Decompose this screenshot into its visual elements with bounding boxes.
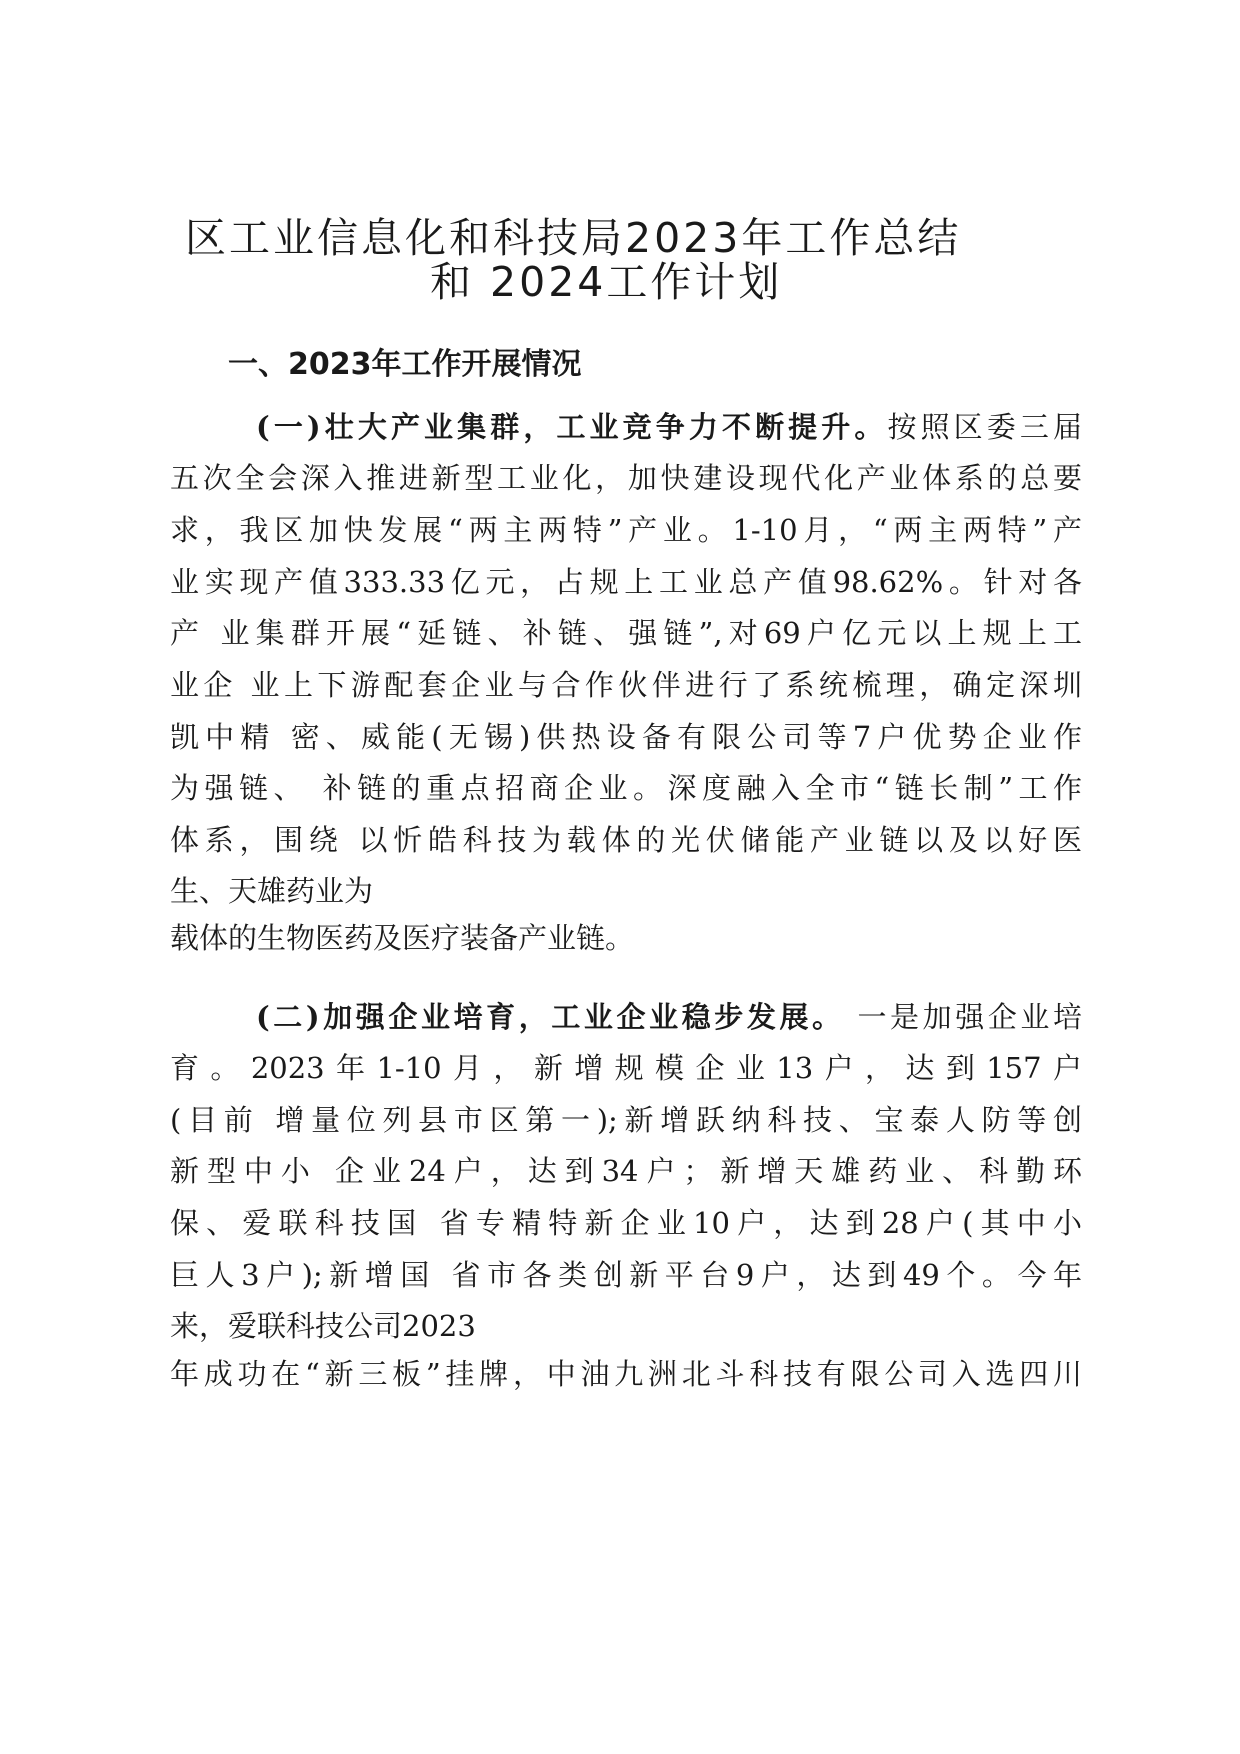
document-title-line-1: 区工业信息化和科技局2023年工作总结: [185, 214, 962, 262]
paragraph-2-line: 来，爱联科技公司2023: [170, 1309, 476, 1343]
paragraph-1-lead: (一)壮大产业集群，工业竞争力不断提升。: [256, 410, 888, 444]
paragraph-1-line: 凯中精 密、威能(无锡)供热设备有限公司等7户优势企业作: [170, 720, 1082, 754]
paragraph-1-line-1: [256, 410, 1082, 444]
paragraph-2-line: (目前 增量位列县市区第一);新增跃纳科技、宝泰人防等创: [170, 1103, 1082, 1137]
paragraph-2-lead: (二)加强企业培育，工业企业稳步发展。: [256, 1000, 845, 1034]
paragraph-1-line: 五次全会深入推进新型工业化，加快建设现代化产业体系的总要: [170, 461, 1082, 495]
paragraph-1-line: 求，我区加快发展“两主两特”产业。1-10月，“两主两特”产: [170, 513, 1082, 547]
paragraph-1-line: 业实现产值333.33亿元，占规上工业总产值98.62%。针对各: [170, 565, 1082, 599]
paragraph-1-line: 业企 业上下游配套企业与合作伙伴进行了系统梳理，确定深圳: [170, 668, 1082, 702]
paragraph-1-line: 产 业集群开展“延链、补链、强链”,对69户亿元以上规上工: [170, 616, 1082, 650]
paragraph-1-line: 生、天雄药业为: [170, 874, 374, 908]
paragraph-2-lead-rest: 一是加强企业培: [844, 1000, 1083, 1034]
paragraph-1-line: 载体的生物医药及医疗装备产业链。: [170, 921, 635, 955]
document-title-line-2: 和 2024工作计划: [430, 258, 783, 306]
paragraph-1-lead-rest: 按照区委三届: [887, 410, 1082, 444]
paragraph-2-line: 育。2023年1-10月，新增规模企业13户，达到157户: [170, 1051, 1082, 1085]
paragraph-2-line: 巨人3户);新增国 省市各类创新平台9户，达到49个。今年: [170, 1258, 1082, 1292]
paragraph-2-line: 年成功在“新三板”挂牌，中油九洲北斗科技有限公司入选四川: [170, 1357, 1082, 1391]
paragraph-2-line-1: [256, 1000, 1083, 1034]
paragraph-1-line: 体系，围绕 以忻皓科技为载体的光伏储能产业链以及以好医: [170, 823, 1082, 857]
paragraph-2-line: 新型中小 企业24户，达到34户；新增天雄药业、科勤环: [170, 1154, 1082, 1188]
paragraph-1-line: 为强链、 补链的重点招商企业。深度融入全市“链长制”工作: [170, 771, 1082, 805]
paragraph-2-line: 保、爱联科技国 省专精特新企业10户，达到28户(其中小: [170, 1206, 1082, 1240]
section-heading: 一、2023年工作开展情况: [228, 347, 582, 382]
